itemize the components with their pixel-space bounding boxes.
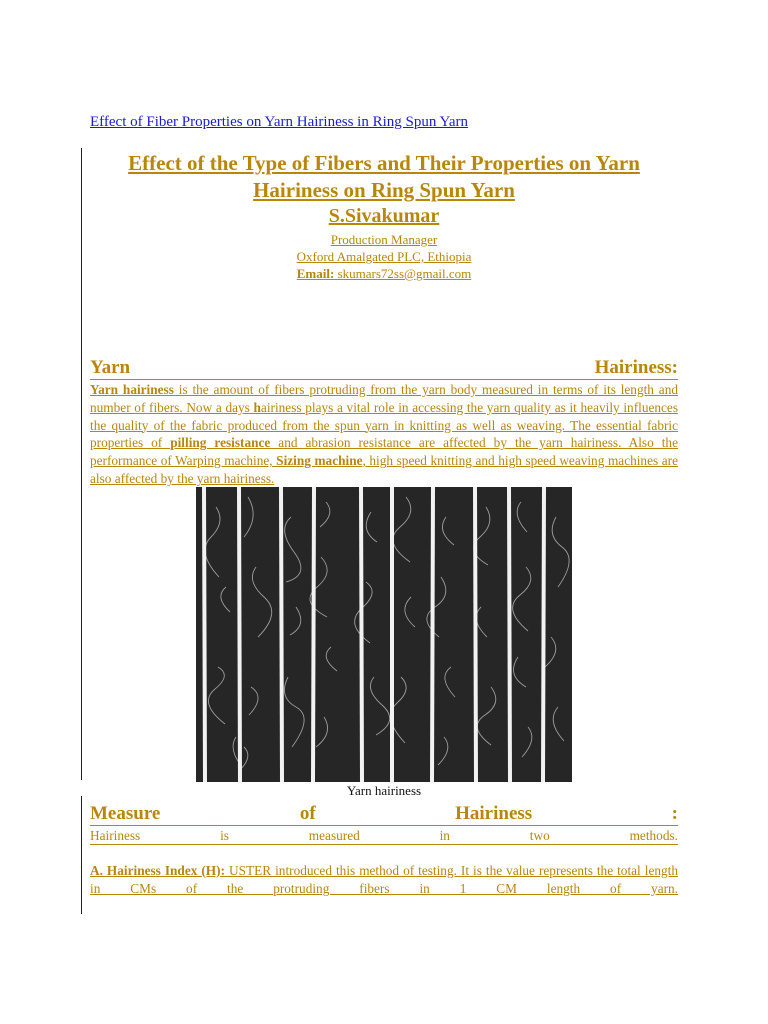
image-background bbox=[196, 487, 572, 782]
yarn-hairiness-image bbox=[196, 487, 572, 782]
yarn-strand bbox=[313, 487, 314, 782]
heading-word: of bbox=[299, 803, 316, 824]
section-heading-yarn-hairiness bbox=[90, 357, 678, 380]
yarn-hairiness-paragraph bbox=[90, 381, 678, 488]
yarn-strand bbox=[204, 487, 205, 782]
term-yarn-hairiness: Yarn hairiness bbox=[90, 382, 174, 397]
heading-word: Measure bbox=[90, 803, 161, 824]
image-caption: Yarn hairiness bbox=[346, 783, 422, 798]
yarn-strand bbox=[509, 487, 510, 782]
author-position: Production Manager bbox=[330, 232, 438, 247]
left-margin-rule-lower bbox=[81, 796, 82, 914]
heading-word: Yarn bbox=[90, 357, 131, 378]
paragraph-text: airiness plays a vital role in accessing the yarn quality as it heavily influences the quality of the fabric produced from the spun yarn in knitting as well as weaving. The essential fabric properties of bbox=[90, 399, 678, 451]
paragraph-text: , high speed knitting and high speed weaving machines are also affected by the yarn hairiness. bbox=[90, 453, 678, 486]
sentence-word: methods. bbox=[629, 828, 678, 843]
methods-sentence bbox=[90, 827, 678, 845]
heading-word: : bbox=[671, 803, 678, 824]
paragraph-text: USTER introduced this method of testing. It is the value represents the total length in CMs of the protruding fibers in 1 CM length of yarn. bbox=[90, 863, 678, 896]
term-pilling-resistance: pilling resistance bbox=[170, 435, 271, 451]
heading-word: Hairiness bbox=[455, 803, 533, 824]
paragraph-text: is the amount of fibers protruding from the yarn body measured in terms of its length and number of fibers. Now a days bbox=[90, 382, 678, 415]
left-margin-rule bbox=[81, 148, 82, 780]
title-line-1: Effect of the Type of Fibers and Their Properties on Yarn bbox=[128, 151, 640, 175]
yarn-strand bbox=[361, 487, 362, 782]
sentence-word: is bbox=[220, 828, 229, 843]
paragraph-text: and abrasion resistance are affected by the yarn hairiness. Also the performance of Warping machine, bbox=[90, 435, 678, 469]
yarn-strand bbox=[281, 487, 282, 782]
email-address[interactable]: skumars72ss@gmail.com bbox=[337, 266, 472, 281]
yarn-strand bbox=[475, 487, 476, 782]
sentence-word: in bbox=[439, 828, 450, 843]
top-document-link[interactable]: Effect of Fiber Properties on Yarn Hairiness in Ring Spun Yarn bbox=[90, 114, 469, 130]
sentence-word: Hairiness bbox=[90, 828, 141, 843]
sentence-word: measured bbox=[308, 828, 360, 843]
section-heading-measure-of-hairiness bbox=[90, 803, 678, 826]
hairiness-index-paragraph bbox=[90, 862, 678, 898]
term-sizing-machine: Sizing machine bbox=[276, 453, 363, 469]
sentence-word: two bbox=[529, 828, 550, 843]
author-name: S.Sivakumar bbox=[328, 205, 440, 227]
email-label: Email: bbox=[296, 266, 335, 281]
paragraph-bold-letter: h bbox=[253, 399, 261, 415]
term-hairiness-index: A. Hairiness Index (H): bbox=[90, 863, 225, 878]
heading-word: Hairiness: bbox=[594, 357, 678, 378]
author-email[interactable] bbox=[90, 266, 678, 282]
author-company: Oxford Amalgated PLC, Ethiopia bbox=[296, 249, 472, 264]
article-title bbox=[90, 150, 678, 204]
yarn-strand bbox=[239, 487, 240, 782]
title-line-2: Hairiness on Ring Spun Yarn bbox=[253, 178, 515, 202]
yarn-strand bbox=[432, 487, 433, 782]
yarn-strand bbox=[543, 487, 544, 782]
